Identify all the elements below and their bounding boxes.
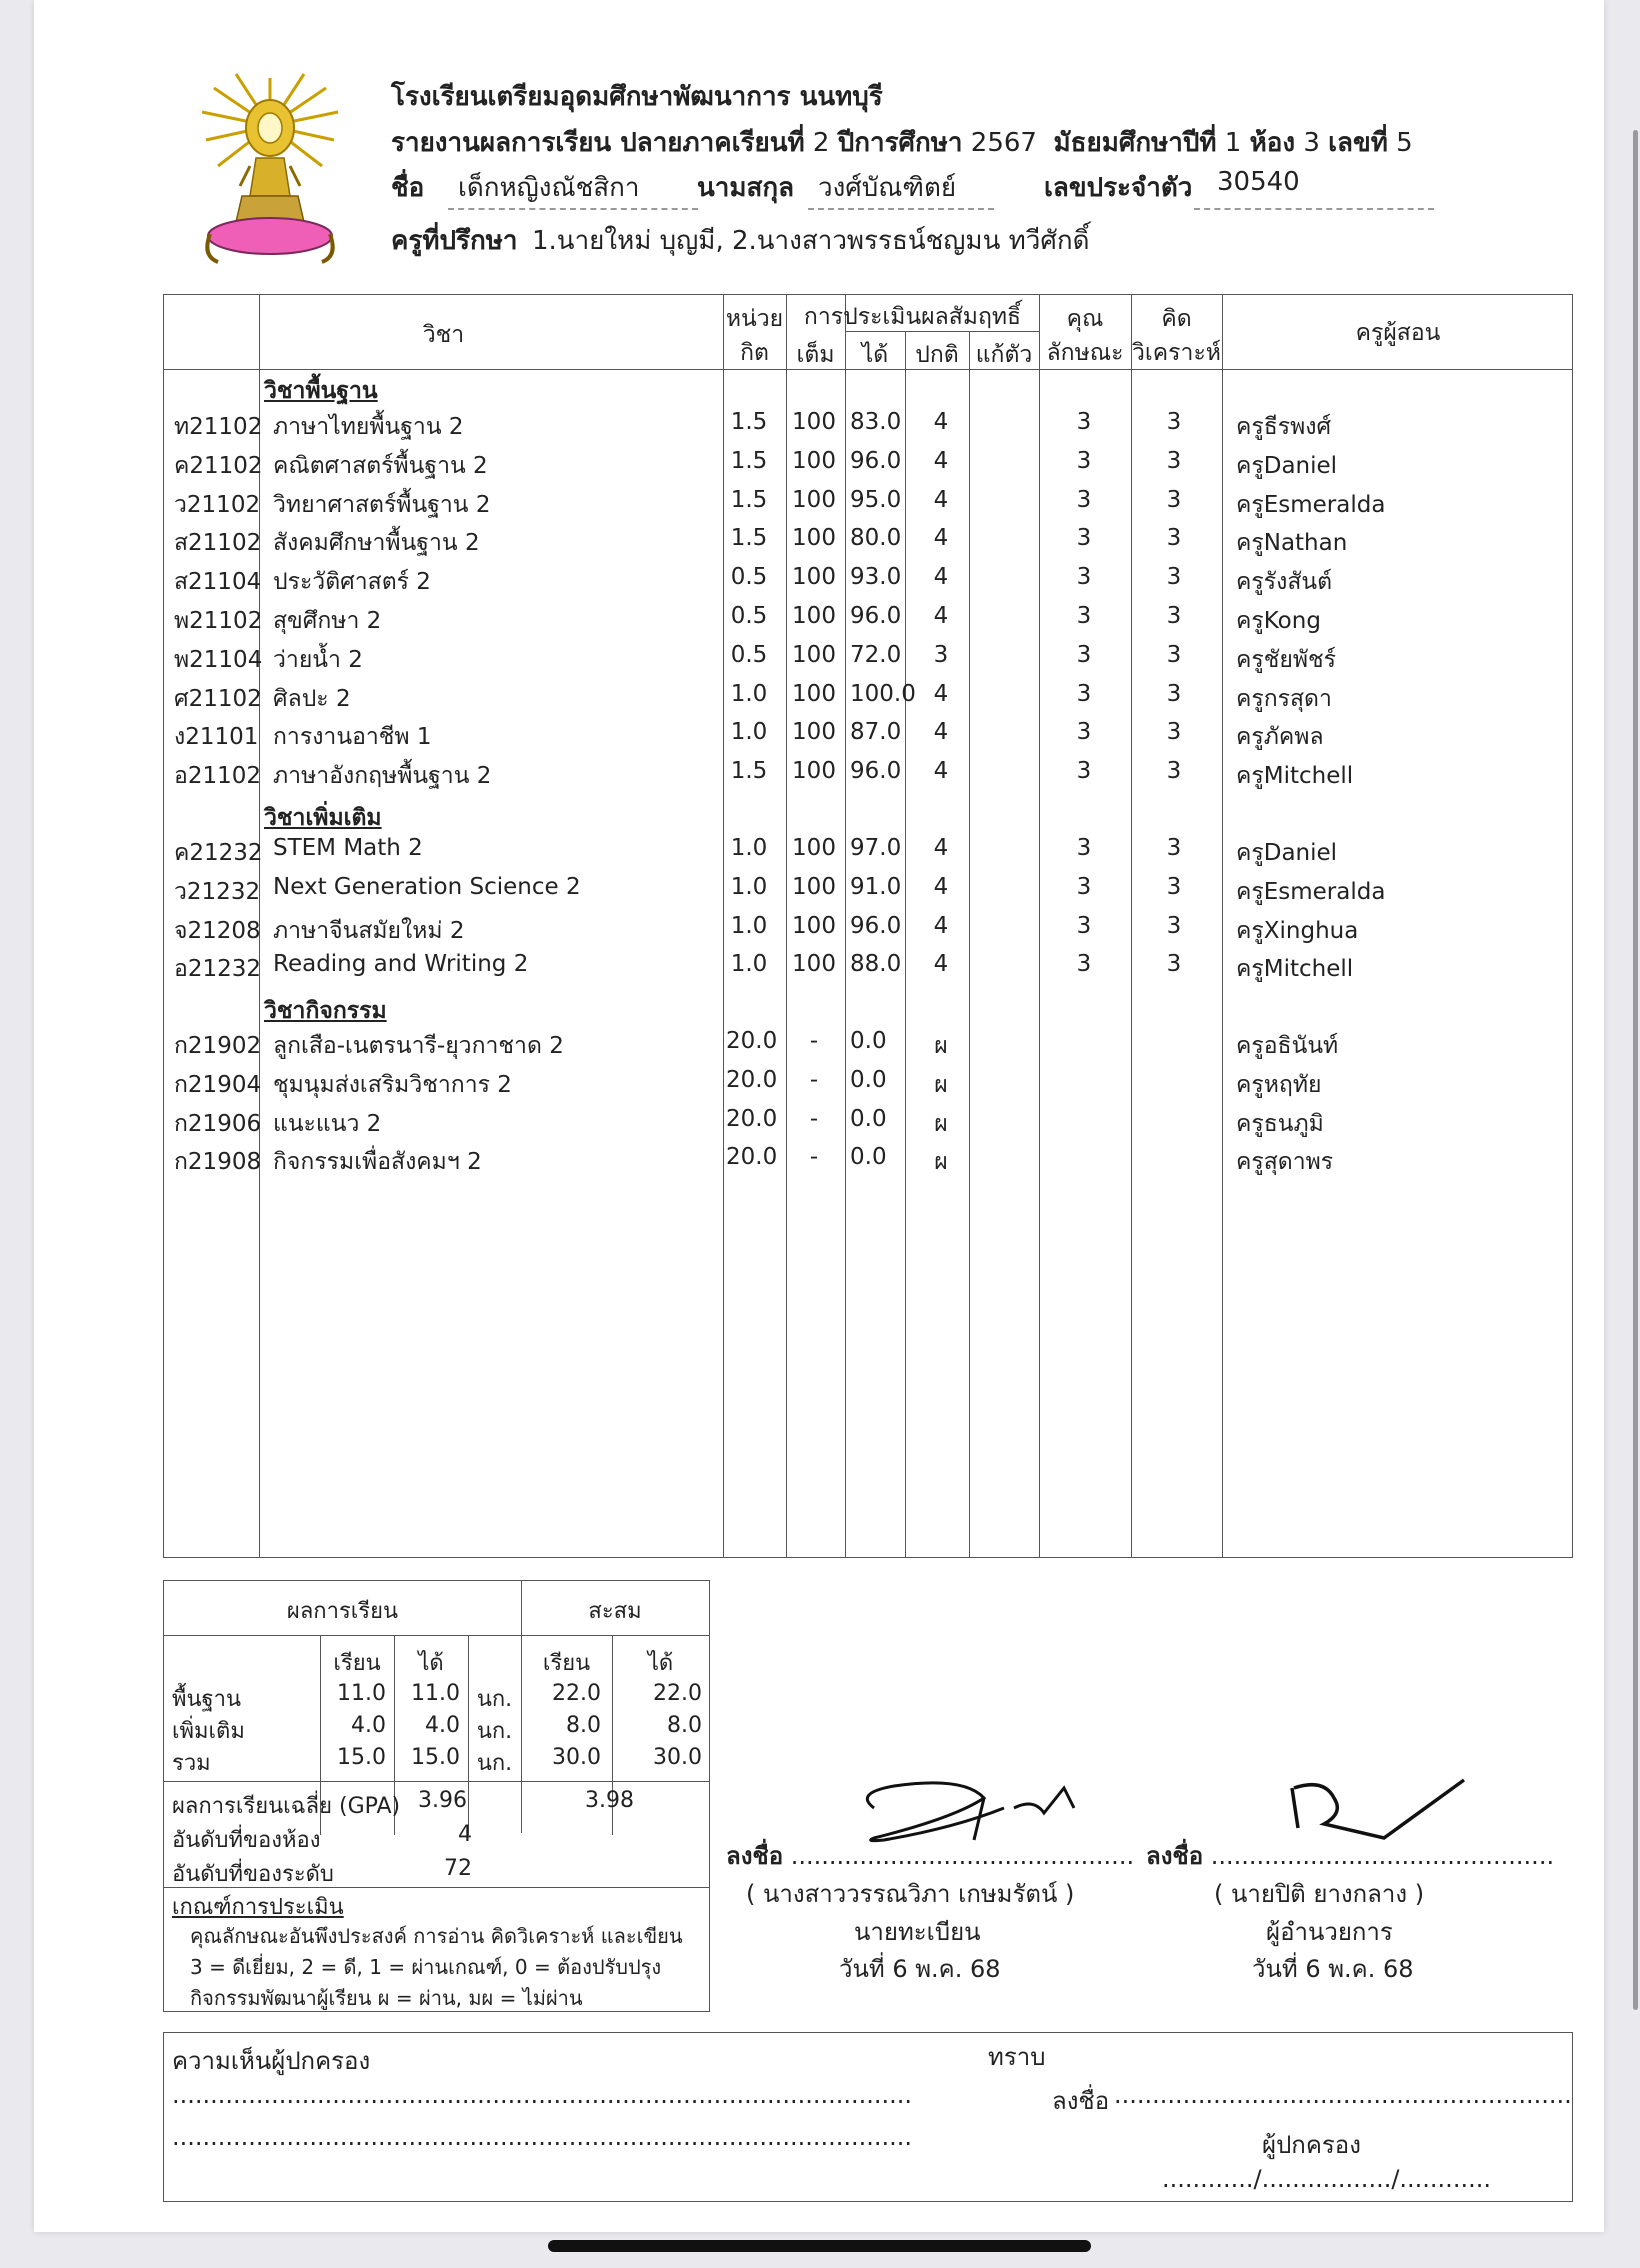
teacher-name: ครูEsmeralda — [1236, 491, 1386, 518]
table-row — [164, 1102, 1572, 1141]
full-score: 100 — [792, 603, 836, 629]
character-score: 3 — [1076, 680, 1092, 707]
criteria-title: เกณฑ์การประเมิน — [172, 1895, 344, 1920]
credit-value: 1.0 — [730, 912, 768, 939]
earned-score: 91.0 — [850, 873, 902, 900]
thinking-score: 3 — [1166, 912, 1182, 939]
registrar-name: ( นางสาววรรณวิภา เกษมรัตน์ ) — [746, 1880, 1075, 1908]
grade-value: 4 — [933, 912, 949, 939]
earned-score: 96.0 — [850, 758, 902, 785]
table-row — [164, 1024, 1572, 1063]
subject-code: ก21906 — [174, 1110, 262, 1137]
parent-sign-line[interactable]: ............................................................ — [1114, 2081, 1572, 2109]
full-score: 100 — [792, 447, 836, 474]
table-row — [164, 831, 1572, 870]
summary-earned: 11.0 — [411, 1681, 460, 1706]
grades-table — [163, 294, 1573, 1558]
criteria-line-1: คุณลักษณะอันพึงประสงค์ การอ่าน คิดวิเคราะห์ และเขียน — [190, 1924, 683, 1948]
surname-label: นามสกุล — [697, 173, 795, 203]
earned-score: 95.0 — [850, 486, 902, 513]
character-score: 3 — [1076, 603, 1092, 629]
summary-cum-earned: 30.0 — [653, 1745, 702, 1770]
thinking-score: 3 — [1166, 758, 1182, 785]
earned-score: 88.0 — [850, 951, 902, 978]
registrar-title: นายทะเบียน — [854, 1918, 981, 1946]
parent-sign-label: ลงชื่อ — [1052, 2087, 1110, 2115]
thinking-score: 3 — [1166, 525, 1182, 552]
subject-name: Next Generation Science 2 — [273, 873, 581, 900]
teacher-name: ครูกรสุดา — [1236, 685, 1332, 712]
earned-score: 83.0 — [850, 409, 902, 435]
thinking-score: 3 — [1166, 486, 1182, 513]
thinking-score: 3 — [1166, 680, 1182, 707]
summary-unit: นก. — [476, 1687, 513, 1712]
table-row — [164, 677, 1572, 716]
teacher-name: ครูรังสันต์ — [1236, 569, 1333, 596]
earned-score: 100.0 — [850, 680, 916, 707]
subject-name: ลูกเสือ-เนตรนารี-ยุวกาชาด 2 — [273, 1033, 564, 1059]
character-score: 3 — [1076, 951, 1092, 978]
earned-score: 93.0 — [850, 564, 902, 591]
teacher-name: ครูหฤทัย — [1236, 1071, 1322, 1098]
summary-box — [163, 1580, 710, 2012]
credit-value: 0.5 — [730, 564, 768, 591]
subject-code: ก21904 — [174, 1071, 262, 1098]
registrar-sign-line: ลงชื่อ ............................................. — [726, 1842, 1135, 1870]
credit-value: 1.5 — [730, 409, 768, 435]
parent-opinion-line-1[interactable]: ................................................................................................. — [172, 2081, 913, 2109]
grade-value: ผ — [934, 1071, 948, 1098]
table-row — [164, 560, 1572, 599]
assessment-header: การประเมินผลสัมฤทธิ์ — [803, 304, 1022, 330]
thinking-score: 3 — [1166, 835, 1182, 861]
table-row — [164, 1140, 1572, 1179]
teacher-name: ครูธีรพงศ์ — [1236, 414, 1332, 440]
grade-value: 4 — [933, 603, 949, 629]
character-score: 3 — [1076, 447, 1092, 474]
credit-value: 0.5 — [730, 641, 768, 668]
earned-score: 96.0 — [850, 912, 902, 939]
subject-name: ภาษาอังกฤษพื้นฐาน 2 — [273, 763, 492, 790]
full-score: 100 — [792, 912, 836, 939]
full-score: 100 — [792, 680, 836, 707]
credit-value: 1.0 — [730, 951, 768, 978]
normal-header: ปกติ — [915, 342, 959, 368]
section-additional-title: วิชาเพิ่มเติม — [264, 805, 382, 831]
cumulative-gpa-value: 3.98 — [585, 1788, 634, 1813]
earned-score: 80.0 — [850, 525, 902, 552]
surname-underline — [808, 208, 994, 210]
character-score: 3 — [1076, 525, 1092, 552]
full-score: 100 — [792, 758, 836, 785]
earned-score: 0.0 — [850, 1105, 887, 1132]
teacher-name: ครูNathan — [1236, 530, 1348, 557]
full-score: - — [809, 1066, 819, 1093]
id-underline — [1194, 208, 1434, 210]
summary-unit: นก. — [476, 1751, 513, 1776]
subject-name: ประวัติศาสตร์ 2 — [273, 569, 431, 596]
teacher-name: ครูอธินันท์ — [1236, 1033, 1339, 1059]
credit-header-1: หน่วย — [725, 306, 784, 332]
subject-code: ก21902 — [174, 1033, 262, 1059]
subject-name: Reading and Writing 2 — [273, 951, 529, 978]
credit-value: 1.0 — [730, 835, 768, 861]
registrar-date: วันที่ 6 พ.ค. 68 — [839, 1955, 1001, 1983]
room-rank-value: 4 — [458, 1822, 472, 1847]
grade-value: 4 — [933, 447, 949, 474]
summary-earned: 4.0 — [425, 1713, 460, 1738]
thinking-score: 3 — [1166, 447, 1182, 474]
parent-date-line[interactable]: ............/................./............ — [1162, 2165, 1491, 2193]
teacher-name: ครูธนภูมิ — [1236, 1110, 1324, 1137]
summary-studied: 11.0 — [337, 1681, 386, 1706]
full-score: 100 — [792, 486, 836, 513]
subject-code: อ21102 — [174, 763, 261, 790]
table-row — [164, 1063, 1572, 1102]
gpa-value: 3.96 — [418, 1788, 467, 1813]
name-underline — [448, 208, 698, 210]
director-name: ( นายปิติ ยางกลาง ) — [1214, 1880, 1425, 1908]
character-score: 3 — [1076, 641, 1092, 668]
grade-value: 4 — [933, 951, 949, 978]
credit-value: 1.5 — [730, 525, 768, 552]
full-header: เต็ม — [796, 342, 835, 368]
thinking-score: 3 — [1166, 603, 1182, 629]
character-header-2: ลักษณะ — [1046, 340, 1124, 366]
character-score: 3 — [1076, 835, 1092, 861]
teacher-name: ครูMitchell — [1236, 763, 1354, 790]
subject-name: ภาษาไทยพื้นฐาน 2 — [273, 414, 464, 440]
summary-earned-header: ได้ — [418, 1651, 444, 1676]
thinking-score: 3 — [1166, 951, 1182, 978]
summary-cum-studied: 22.0 — [552, 1681, 601, 1706]
credit-value: 20.0 — [726, 1144, 778, 1171]
parent-opinion-label: ความเห็นผู้ปกครอง — [172, 2047, 371, 2075]
earned-score: 97.0 — [850, 835, 902, 861]
subject-code: ท21102 — [174, 414, 263, 440]
subject-name: ภาษาจีนสมัยใหม่ 2 — [273, 917, 465, 944]
credit-value: 20.0 — [726, 1028, 778, 1054]
subject-name: คณิตศาสตร์พื้นฐาน 2 — [273, 452, 488, 479]
summary-cum-earned: 8.0 — [667, 1713, 702, 1738]
subject-code: พ21102 — [174, 608, 263, 634]
teacher-name: ครูDaniel — [1236, 452, 1338, 479]
earned-score: 0.0 — [850, 1144, 887, 1171]
table-row — [164, 521, 1572, 560]
director-title: ผู้อำนวยการ — [1266, 1918, 1393, 1946]
parent-opinion-line-2[interactable]: ................................................................................................. — [172, 2123, 913, 2151]
table-row — [164, 909, 1572, 948]
character-score: 3 — [1076, 912, 1092, 939]
teacher-header: ครูผู้สอน — [1355, 320, 1441, 346]
subject-code: ค21102 — [174, 452, 263, 479]
subject-code: อ21232 — [174, 956, 261, 983]
full-score: 100 — [792, 951, 836, 978]
full-score: - — [809, 1105, 819, 1132]
summary-result-header: ผลการเรียน — [286, 1599, 399, 1624]
subject-code: ศ21102 — [174, 685, 262, 712]
subject-name: การงานอาชีพ 1 — [273, 724, 432, 751]
thinking-score: 3 — [1166, 873, 1182, 900]
director-date: วันที่ 6 พ.ค. 68 — [1252, 1955, 1414, 1983]
teacher-name: ครูMitchell — [1236, 956, 1354, 983]
character-score: 3 — [1076, 719, 1092, 746]
student-surname: วงศ์บัณฑิตย์ — [818, 173, 957, 203]
thinking-score: 3 — [1166, 641, 1182, 668]
earned-score: 87.0 — [850, 719, 902, 746]
grade-value: 4 — [933, 680, 949, 707]
summary-cum-studied: 8.0 — [566, 1713, 601, 1738]
school-emblem — [196, 66, 344, 276]
grade-value: 4 — [933, 719, 949, 746]
full-score: 100 — [792, 525, 836, 552]
think-header-1: คิด — [1161, 306, 1192, 332]
subject-name: สุขศึกษา 2 — [273, 608, 382, 634]
scrollbar[interactable] — [1633, 130, 1638, 2010]
teacher-name: ครูKong — [1236, 608, 1321, 634]
advisor-label: ครูที่ปรึกษา — [391, 226, 518, 256]
subject-name: แนะแนว 2 — [273, 1110, 382, 1137]
credit-value: 1.5 — [730, 758, 768, 785]
subject-name: STEM Math 2 — [273, 835, 423, 861]
subject-name: ว่ายน้ำ 2 — [273, 646, 363, 673]
criteria-line-2: 3 = ดีเยี่ยม, 2 = ดี, 1 = ผ่านเกณฑ์, 0 = ต้องปรับปรุง — [190, 1955, 662, 1979]
grade-value: 4 — [933, 525, 949, 552]
subject-code: ส21104 — [174, 569, 262, 596]
student-name: เด็กหญิงณัชสิกา — [458, 173, 640, 203]
earned-score: 96.0 — [850, 447, 902, 474]
character-score: 3 — [1076, 409, 1092, 435]
character-header-1: คุณ — [1066, 306, 1104, 332]
grade-value: ผ — [934, 1110, 948, 1137]
full-score: 100 — [792, 409, 836, 435]
earned-score: 72.0 — [850, 641, 902, 668]
summary-cum-earned-header: ได้ — [647, 1651, 674, 1676]
subject-code: ง21101 — [174, 724, 259, 751]
director-sign-line: ลงชื่อ ............................................. — [1146, 1842, 1555, 1870]
credit-value: 0.5 — [730, 603, 768, 629]
grade-value: ผ — [934, 1033, 948, 1059]
room-rank-label: อันดับที่ของห้อง — [172, 1828, 321, 1853]
character-score: 3 — [1076, 758, 1092, 785]
subject-name: สังคมศึกษาพื้นฐาน 2 — [273, 530, 480, 557]
grade-value: ผ — [934, 1149, 948, 1176]
grade-value: 4 — [933, 758, 949, 785]
table-row — [164, 405, 1572, 444]
summary-studied: 4.0 — [351, 1713, 386, 1738]
school-name: โรงเรียนเตรียมอุดมศึกษาพัฒนาการ นนทบุรี — [391, 82, 883, 112]
grade-value: 4 — [933, 873, 949, 900]
credit-value: 20.0 — [726, 1105, 778, 1132]
teacher-name: ครูEsmeralda — [1236, 878, 1386, 905]
report-title: รายงานผลการเรียน ปลายภาคเรียนที่ 2 ปีการศึกษา 2567 มัธยมศึกษาปีที่ 1 ห้อง 3 เลขที่ 5 — [391, 128, 1413, 158]
credit-value: 1.0 — [730, 719, 768, 746]
table-row — [164, 599, 1572, 638]
acknowledge-label: ทราบ — [988, 2043, 1046, 2071]
credit-value: 1.0 — [730, 680, 768, 707]
summary-studied: 15.0 — [337, 1745, 386, 1770]
summary-cum-earned: 22.0 — [653, 1681, 702, 1706]
full-score: - — [809, 1028, 819, 1054]
summary-row-label: รวม — [172, 1751, 211, 1776]
teacher-name: ครูXinghua — [1236, 917, 1359, 944]
summary-cum-studied-header: เรียน — [542, 1651, 591, 1676]
subject-header: วิชา — [422, 322, 465, 348]
parent-title: ผู้ปกครอง — [1262, 2131, 1361, 2159]
subject-code: ว21232 — [174, 878, 261, 905]
student-id: 30540 — [1217, 167, 1300, 197]
table-row — [164, 483, 1572, 522]
subject-name: กิจกรรมเพื่อสังคมฯ 2 — [273, 1149, 482, 1176]
teacher-name: ครูภัคพล — [1236, 724, 1324, 751]
subject-name: วิทยาศาสตร์พื้นฐาน 2 — [273, 491, 491, 518]
table-row — [164, 715, 1572, 754]
full-score: 100 — [792, 564, 836, 591]
gpa-label: ผลการเรียนเฉลี่ย (GPA) — [172, 1794, 401, 1819]
fix-header: แก้ตัว — [975, 342, 1033, 368]
full-score: 100 — [792, 641, 836, 668]
credit-value: 1.0 — [730, 873, 768, 900]
level-rank-label: อันดับที่ของระดับ — [172, 1862, 334, 1887]
advisor-names: 1.นายใหม่ บุญมี, 2.นางสาวพรรธน์ชญมน ทวีศักดิ์ — [532, 226, 1090, 256]
level-rank-value: 72 — [444, 1856, 472, 1881]
summary-row-label: พื้นฐาน — [172, 1687, 242, 1712]
got-header: ได้ — [861, 342, 889, 368]
home-indicator[interactable] — [548, 2240, 1091, 2252]
character-score: 3 — [1076, 486, 1092, 513]
credit-value: 1.5 — [730, 486, 768, 513]
report-card-sheet — [34, 0, 1604, 2232]
name-label: ชื่อ — [391, 173, 425, 203]
student-id-label: เลขประจำตัว — [1044, 173, 1193, 203]
think-header-2: วิเคราะห์ — [1132, 340, 1221, 366]
summary-unit: นก. — [476, 1719, 513, 1744]
earned-score: 96.0 — [850, 603, 902, 629]
thinking-score: 3 — [1166, 409, 1182, 435]
section-activity-title: วิชากิจกรรม — [264, 998, 387, 1024]
full-score: 100 — [792, 835, 836, 861]
table-row — [164, 754, 1572, 793]
credit-value: 20.0 — [726, 1066, 778, 1093]
grade-value: 4 — [933, 486, 949, 513]
summary-row-label: เพิ่มเติม — [172, 1719, 245, 1744]
full-score: 100 — [792, 873, 836, 900]
subject-name: ชุมนุมส่งเสริมวิชาการ 2 — [273, 1071, 512, 1098]
summary-cum-studied: 30.0 — [552, 1745, 601, 1770]
earned-score: 0.0 — [850, 1028, 887, 1054]
parent-opinion-box — [163, 2032, 1573, 2202]
subject-code: ก21908 — [174, 1149, 262, 1176]
section-basic-title: วิชาพื้นฐาน — [264, 378, 378, 404]
subject-code: ว21102 — [174, 491, 261, 518]
teacher-name: ครูสุดาพร — [1236, 1149, 1334, 1176]
earned-score: 0.0 — [850, 1066, 887, 1093]
criteria-line-3: กิจกรรมพัฒนาผู้เรียน ผ = ผ่าน, มผ = ไม่ผ่าน — [190, 1986, 583, 2010]
thinking-score: 3 — [1166, 719, 1182, 746]
thinking-score: 3 — [1166, 564, 1182, 591]
grade-value: 3 — [933, 641, 949, 668]
full-score: - — [809, 1144, 819, 1171]
subject-name: ศิลปะ 2 — [273, 685, 351, 712]
subject-code: ส21102 — [174, 530, 262, 557]
credit-value: 1.5 — [730, 447, 768, 474]
summary-cumulative-header: สะสม — [588, 1599, 642, 1624]
summary-earned: 15.0 — [411, 1745, 460, 1770]
teacher-name: ครูDaniel — [1236, 840, 1338, 866]
subject-code: ค21232 — [174, 840, 263, 866]
teacher-name: ครูชัยพัชร์ — [1236, 646, 1336, 673]
grade-value: 4 — [933, 835, 949, 861]
subject-code: พ21104 — [174, 646, 263, 673]
subject-code: จ21208 — [174, 917, 261, 944]
grade-value: 4 — [933, 409, 949, 435]
table-row — [164, 947, 1572, 986]
credit-header-2: กิต — [740, 340, 769, 366]
character-score: 3 — [1076, 873, 1092, 900]
full-score: 100 — [792, 719, 836, 746]
character-score: 3 — [1076, 564, 1092, 591]
summary-studied-header: เรียน — [333, 1651, 381, 1676]
table-row — [164, 638, 1572, 677]
table-row — [164, 444, 1572, 483]
grade-value: 4 — [933, 564, 949, 591]
table-row — [164, 870, 1572, 909]
